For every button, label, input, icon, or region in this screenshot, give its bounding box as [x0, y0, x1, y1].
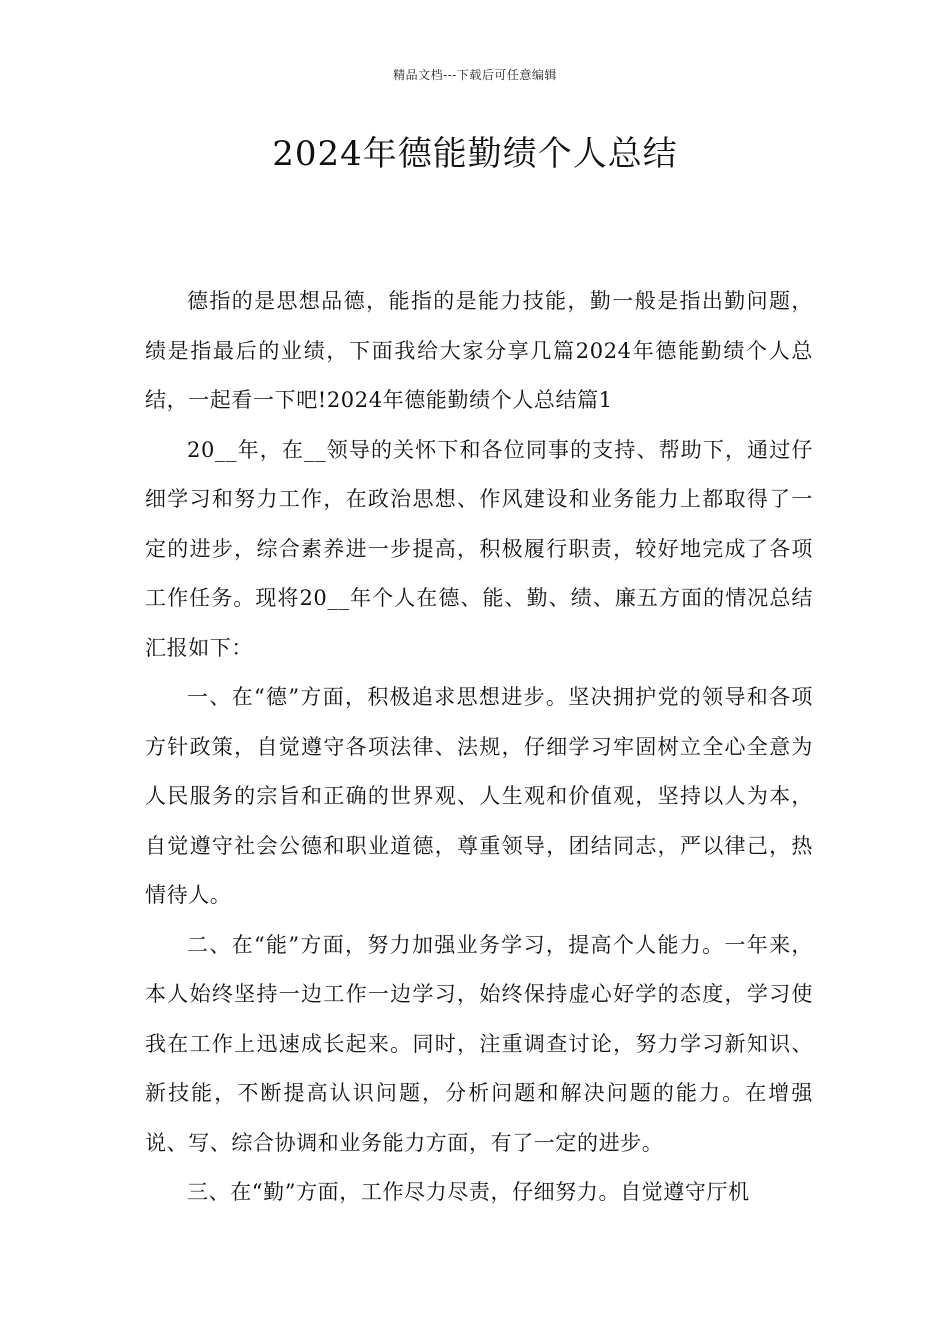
- document-title: 2024年德能勤绩个人总结: [272, 134, 678, 174]
- paragraph-qin: 三、在“勤”方面，工作尽力尽责，仔细努力。自觉遵守厅机: [187, 1180, 750, 1204]
- header-note: 精品文档---下载后可任意编辑: [393, 68, 557, 82]
- paragraph-de: 一、在“德”方面，积极追求思想进步。坚决拥护党的领导和各项方针政策，自觉遵守各项法律、法规，仔细学习牢固树立全心全意为人民服务的宗旨和正确的世界观、人生观和价值观，坚持以人为本，自觉遵守社会公德和职业道德，尊重领导，团结同志，严以律己，热情待人。: [145, 685, 813, 907]
- paragraph-overview: 20__年，在__领导的关怀下和各位同事的支持、帮助下，通过仔细学习和努力工作，在政治思想、作风建设和业务能力上都取得了一定的进步，综合素养进一步提高，积极履行职责，较好地完成了各项工作任务。现将20__年个人在德、能、勤、绩、廉五方面的情况总结汇报如下：: [145, 437, 813, 660]
- paragraph-intro: 德指的是思想品德，能指的是能力技能，勤一般是指出勤问题，绩是指最后的业绩，下面我给大家分享几篇2024年德能勤绩个人总结，一起看一下吧!2024年德能勤绩个人总结篇1: [145, 289, 813, 412]
- paragraph-neng: 二、在“能”方面，努力加强业务学习，提高个人能力。一年来，本人始终坚持一边工作一边学习，始终保持虚心好学的态度，学习使我在工作上迅速成长起来。同时，注重调查讨论，努力学习新知识、新技能，不断提高认识问题，分析问题和解决问题的能力。在增强说、写、综合协调和业务能力方面，有了一定的进步。: [145, 932, 813, 1155]
- document-body: [145, 277, 813, 1218]
